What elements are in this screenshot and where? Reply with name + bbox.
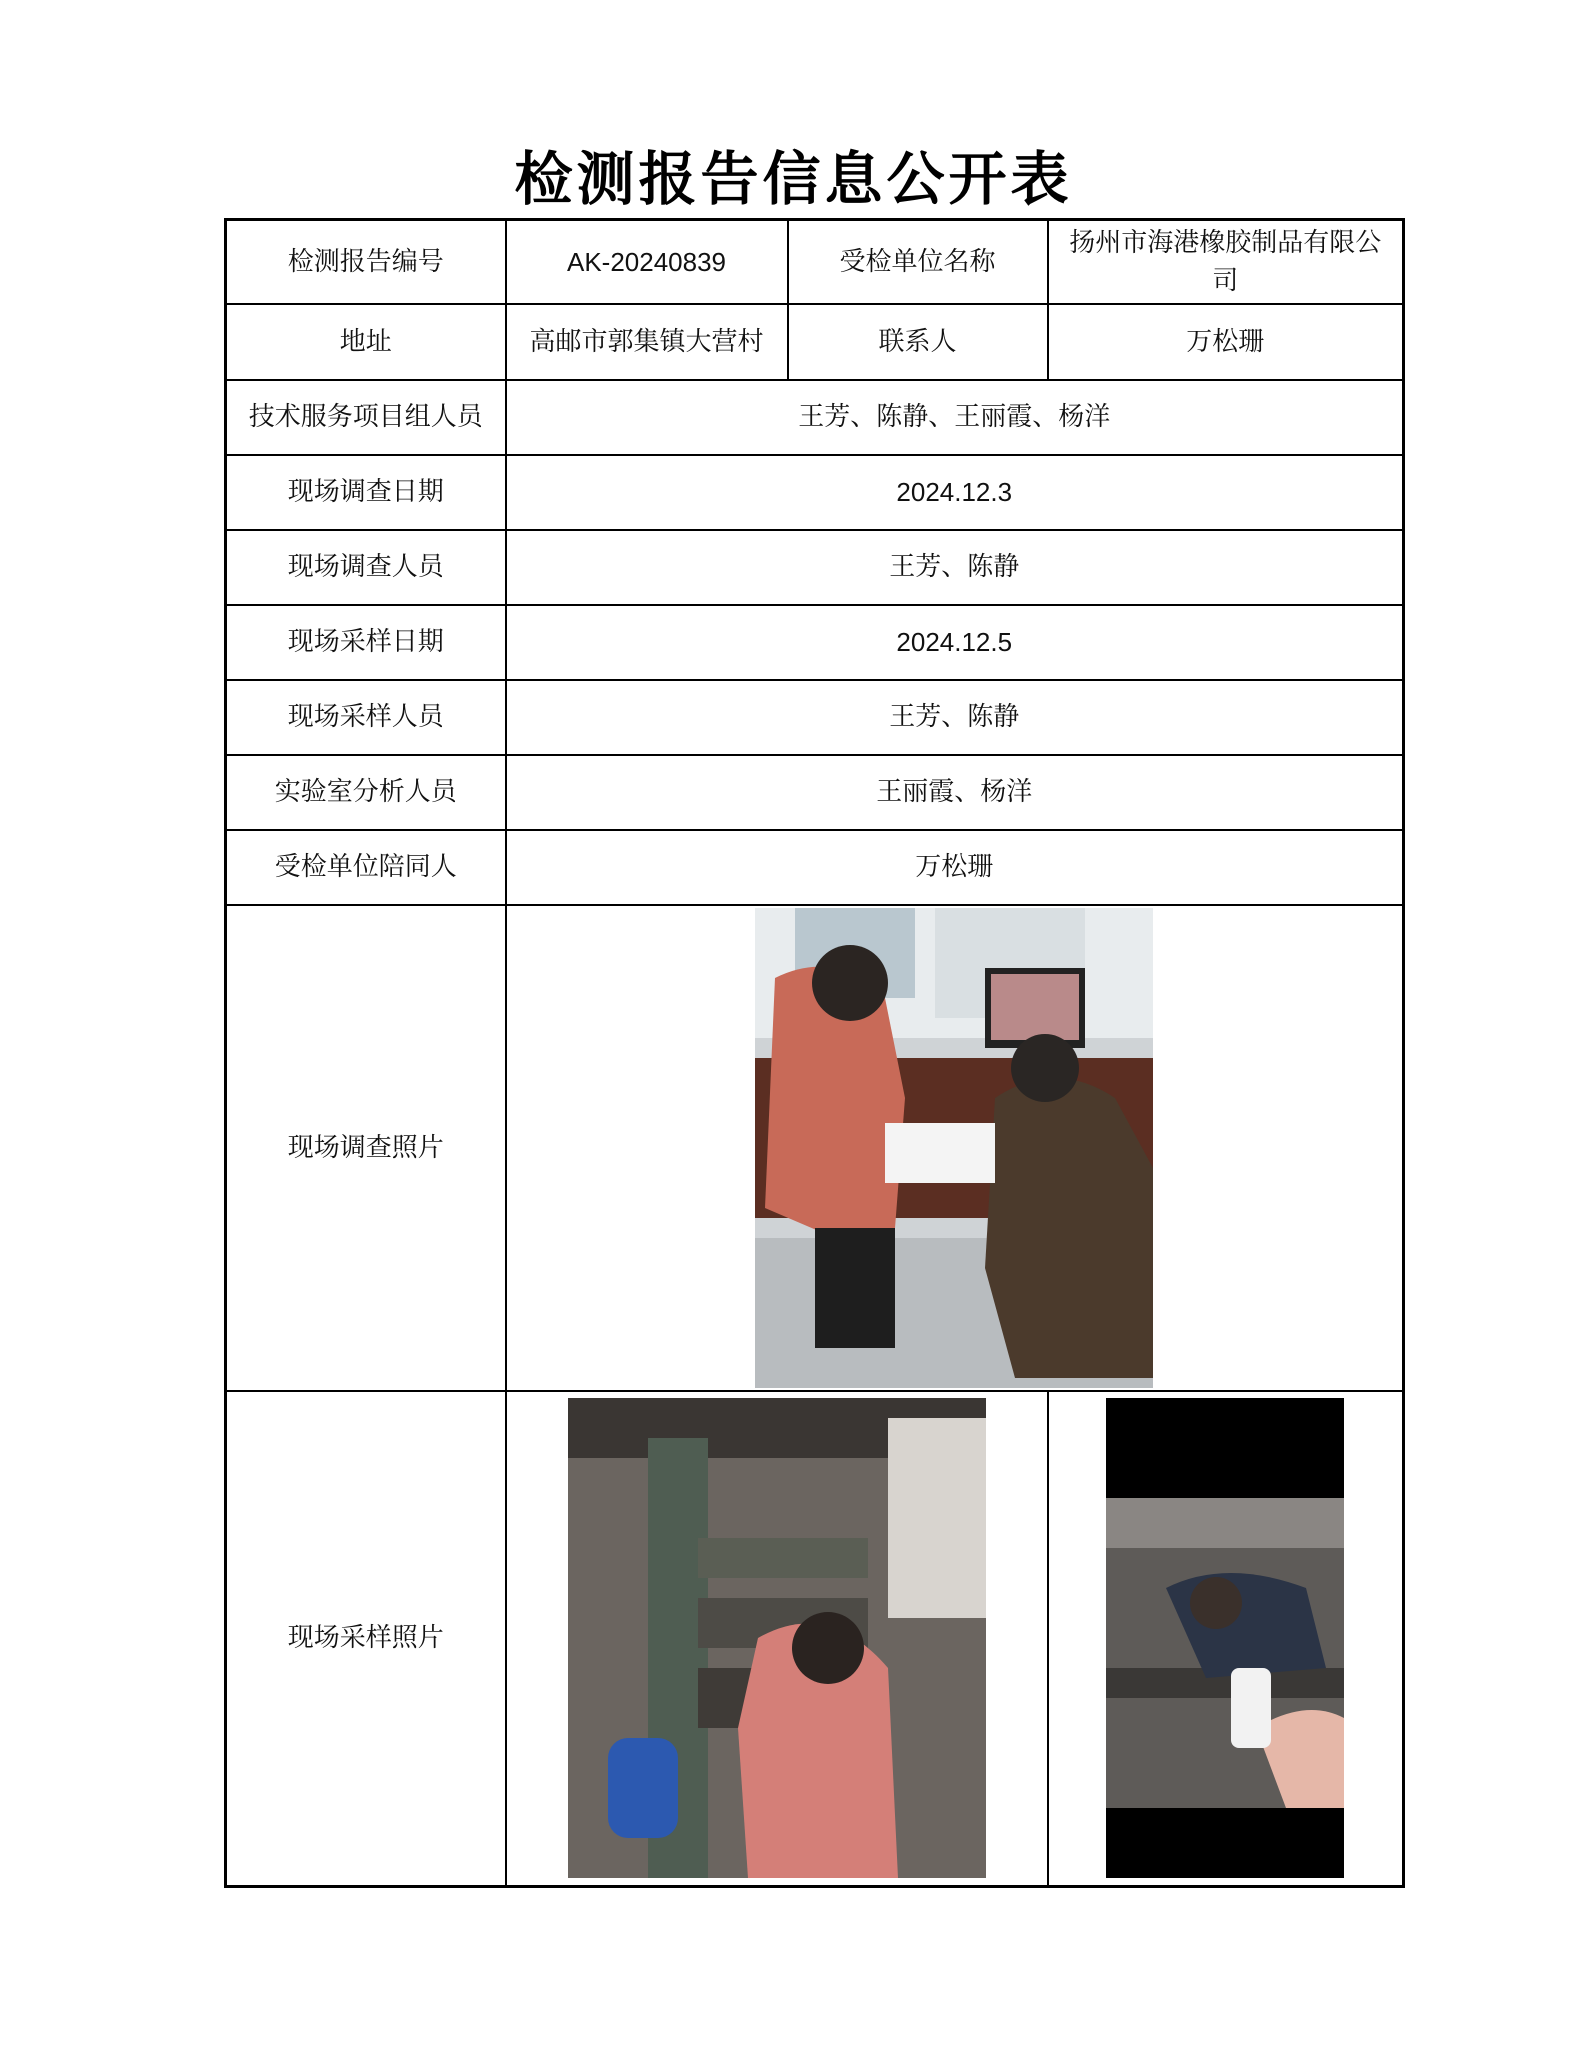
page-title: 检测报告信息公开表 (514, 145, 1073, 213)
table-row (226, 1391, 1404, 1887)
sampling-photo-2 (1106, 1398, 1344, 1878)
contact-value: 万松珊 (1048, 304, 1404, 380)
sampling-photo-cell-2 (1048, 1391, 1404, 1887)
survey-date-label: 现场调查日期 (226, 455, 506, 530)
report-info-table (224, 218, 1405, 1888)
team-label: 技术服务项目组人员 (226, 380, 506, 455)
table-row (226, 304, 1404, 380)
survey-photo (755, 908, 1153, 1388)
escort-value: 万松珊 (506, 830, 1404, 905)
sampling-photo-cell-1 (506, 1391, 1048, 1887)
unit-name-label: 受检单位名称 (788, 220, 1048, 304)
sampling-date-value: 2024.12.5 (506, 605, 1404, 680)
sampling-staff-value: 王芳、陈静 (506, 680, 1404, 755)
survey-photo-label: 现场调查照片 (226, 905, 506, 1391)
escort-label: 受检单位陪同人 (226, 830, 506, 905)
team-value: 王芳、陈静、王丽霞、杨洋 (506, 380, 1404, 455)
survey-staff-value: 王芳、陈静 (506, 530, 1404, 605)
table-row (226, 830, 1404, 905)
table-row (226, 380, 1404, 455)
table-row (226, 220, 1404, 304)
survey-date-value: 2024.12.3 (506, 455, 1404, 530)
sampling-photo-1 (568, 1398, 986, 1878)
sampling-staff-label: 现场采样人员 (226, 680, 506, 755)
address-label: 地址 (226, 304, 506, 380)
report-no-value: AK-20240839 (506, 220, 788, 304)
table-row (226, 905, 1404, 1391)
contact-label: 联系人 (788, 304, 1048, 380)
survey-photo-cell (506, 905, 1404, 1391)
lab-staff-label: 实验室分析人员 (226, 755, 506, 830)
table-row (226, 530, 1404, 605)
table-row (226, 755, 1404, 830)
sampling-date-label: 现场采样日期 (226, 605, 506, 680)
sampling-photo-label: 现场采样照片 (226, 1391, 506, 1887)
lab-staff-value: 王丽霞、杨洋 (506, 755, 1404, 830)
table-row (226, 680, 1404, 755)
report-no-label: 检测报告编号 (226, 220, 506, 304)
unit-name-value: 扬州市海港橡胶制品有限公司 (1048, 220, 1404, 304)
address-value: 高邮市郭集镇大营村 (506, 304, 788, 380)
table-row (226, 455, 1404, 530)
table-row (226, 605, 1404, 680)
survey-staff-label: 现场调查人员 (226, 530, 506, 605)
